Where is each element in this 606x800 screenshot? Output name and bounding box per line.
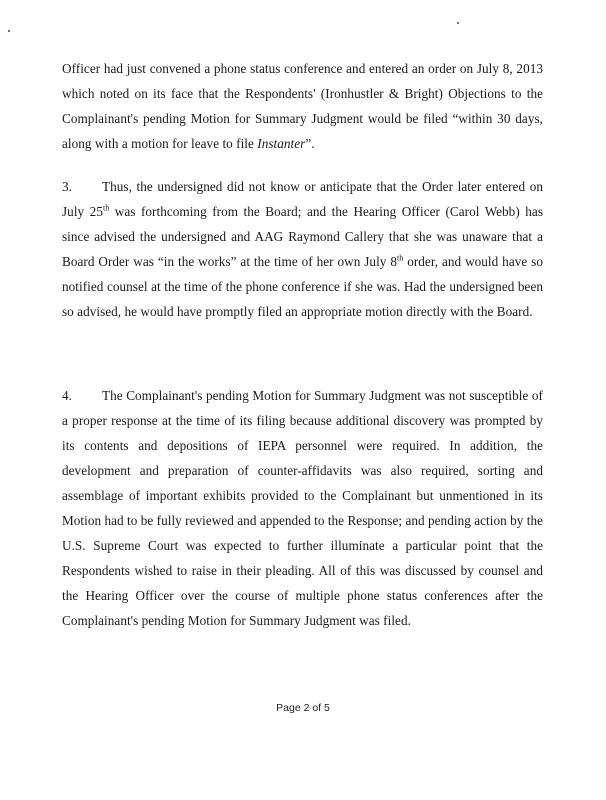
paragraph-text: Thus, the undersigned did not know or anticipate that the Order later entered on July 25 [62, 179, 543, 219]
paragraph-continuation [62, 56, 543, 156]
paragraph-4 [62, 383, 543, 633]
paragraph-text: Officer had just convened a phone status conference and entered an order on July 8, 2013 which noted on its face that the Respondents' (Ironhustler & Bright) Objections to the Complainant's pending Motion for Summary Judgment would be filed “within 30 days, along with a motion for leave to file [62, 61, 543, 151]
paragraph-text: The Complainant's pending Motion for Summary Judgment was not susceptible of a proper response at the time of its filing because additional discovery was prompted by its contents and depositions of IEPA personnel were required. In addition, the development and preparation of counter-affidavits was also required, sorting and assemblage of important exhibits provided to the Complainant but unmentioned in its Motion had to be fully reviewed and appended to the Response; and pending action by the U.S. Supreme Court was expected to further illuminate a particular point that the Respondents wished to raise in their pleading. All of this was discussed by counsel and the Hearing Officer over the course of multiple phone status conferences after the Complainant's pending Motion for Summary Judgment was filed. [62, 388, 543, 628]
paragraph-number: 4. [62, 388, 72, 403]
scan-speck [457, 22, 459, 24]
scan-speck [8, 30, 10, 32]
paragraph-text: order, and would have so notified counsel at the time of the phone conference if she was. Had the undersigned been so advised, he would have promptly filed an appropriate motion directly with the Board. [62, 254, 543, 319]
italic-term: Instanter [257, 136, 306, 151]
paragraph-text: was forthcoming from the Board; and the Hearing Officer (Carol Webb) has since advised the undersigned and AAG Raymond Callery that she was unaware that a Board Order was “in the works” at the time of her own July 8 [62, 204, 544, 269]
ordinal-suffix: th [396, 253, 404, 263]
paragraph-text-end: ”. [305, 136, 315, 151]
paragraph-3 [62, 174, 543, 324]
paragraph-number: 3. [62, 179, 72, 194]
page-footer: Page 2 of 5 [276, 702, 330, 714]
ordinal-suffix: th [102, 203, 110, 213]
